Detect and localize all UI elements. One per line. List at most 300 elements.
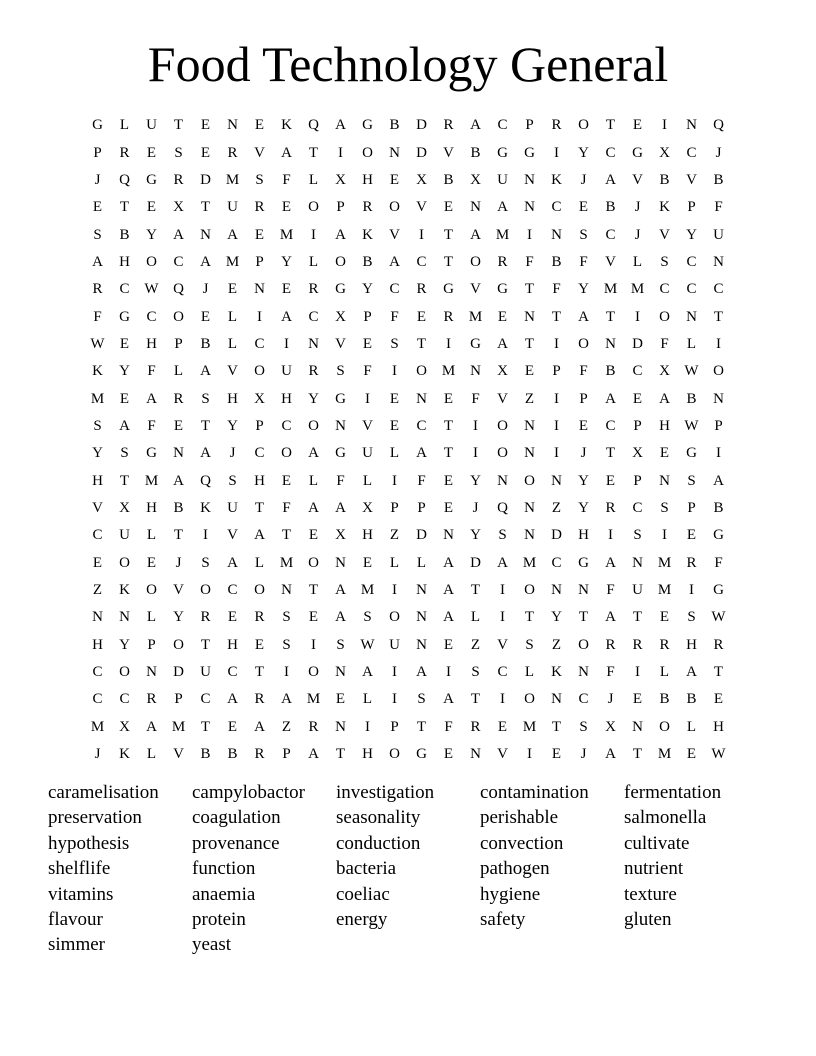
word-list-item: function [192, 858, 256, 880]
grid-letter: O [173, 308, 184, 325]
grid-letter: P [255, 417, 264, 434]
grid-letter: Z [524, 390, 535, 407]
grid-letter: F [714, 199, 723, 216]
grid-letter: T [605, 308, 616, 325]
grid-letter: P [390, 718, 399, 735]
grid-letter: A [335, 499, 346, 516]
grid-letter: N [524, 199, 535, 216]
grid-letter: M [279, 554, 294, 571]
grid-letter: D [416, 144, 427, 161]
grid-letter: R [605, 499, 616, 516]
grid-letter: E [227, 281, 238, 298]
grid-letter: N [200, 226, 211, 243]
grid-letter: X [605, 718, 616, 735]
grid-letter: I [500, 691, 505, 708]
grid-letter: N [524, 445, 535, 462]
grid-row [84, 577, 732, 604]
grid-letter: N [605, 335, 616, 352]
grid-letter: E [632, 691, 643, 708]
grid-letter: X [119, 718, 130, 735]
grid-letter: Z [389, 527, 400, 544]
grid-letter: I [608, 527, 613, 544]
grid-letter: Q [713, 117, 724, 134]
grid-letter: F [93, 308, 102, 325]
grid-letter: K [551, 171, 562, 188]
grid-letter: Y [470, 527, 481, 544]
grid-letter: T [470, 691, 481, 708]
grid-letter: H [227, 636, 238, 653]
grid-letter: R [254, 609, 265, 626]
grid-letter: P [174, 691, 183, 708]
grid-letter: C [227, 582, 238, 599]
grid-letter: M [306, 691, 321, 708]
grid-letter: J [202, 281, 209, 298]
grid-letter: E [443, 636, 454, 653]
grid-letter: R [497, 253, 508, 270]
grid-letter: R [308, 281, 319, 298]
grid-letter: R [119, 144, 130, 161]
grid-letter: S [336, 636, 345, 653]
grid-letter: A [443, 582, 454, 599]
grid-letter: N [497, 472, 508, 489]
grid-letter: K [362, 226, 373, 243]
grid-letter: N [686, 308, 697, 325]
grid-letter: J [634, 226, 641, 243]
grid-row [84, 741, 732, 768]
grid-letter: Y [470, 472, 481, 489]
grid-letter: A [659, 390, 670, 407]
grid-letter: G [362, 117, 373, 134]
grid-letter: J [175, 554, 182, 571]
grid-letter: P [687, 199, 696, 216]
grid-letter: E [254, 226, 265, 243]
grid-letter: M [522, 718, 537, 735]
grid-letter: O [659, 718, 670, 735]
grid-letter: A [173, 472, 184, 489]
grid-letter: T [605, 117, 616, 134]
grid-letter: N [308, 335, 319, 352]
grid-letter: Y [686, 226, 697, 243]
grid-letter: T [524, 335, 535, 352]
grid-letter: L [659, 664, 670, 681]
grid-letter: H [362, 171, 373, 188]
grid-letter: X [335, 171, 346, 188]
grid-letter: D [416, 527, 427, 544]
grid-letter: N [578, 664, 589, 681]
grid-letter: T [632, 609, 643, 626]
grid-letter: L [389, 554, 400, 571]
grid-letter: S [228, 472, 237, 489]
grid-letter: R [443, 308, 454, 325]
grid-letter: C [227, 664, 238, 681]
grid-letter: F [390, 308, 399, 325]
grid-letter: T [173, 117, 184, 134]
grid-letter: A [200, 363, 211, 380]
grid-letter: V [254, 144, 265, 161]
grid-letter: E [659, 609, 670, 626]
grid-letter: S [93, 417, 102, 434]
grid-letter: B [389, 117, 400, 134]
grid-letter: T [119, 199, 130, 216]
grid-letter: S [120, 445, 129, 462]
grid-letter: A [416, 664, 427, 681]
grid-letter: U [227, 499, 238, 516]
word-list-item: pathogen [480, 858, 550, 880]
grid-letter: G [146, 445, 157, 462]
grid-letter: N [443, 527, 454, 544]
grid-letter: R [632, 636, 643, 653]
grid-row [84, 632, 732, 659]
grid-letter: L [254, 554, 265, 571]
grid-letter: F [552, 281, 561, 298]
grid-letter: I [500, 609, 505, 626]
grid-letter: A [362, 664, 373, 681]
grid-letter: K [119, 746, 130, 763]
grid-letter: E [92, 554, 103, 571]
grid-letter: V [389, 226, 400, 243]
grid-letter: E [92, 199, 103, 216]
grid-letter: E [281, 472, 292, 489]
word-list-item: contamination [480, 782, 589, 803]
grid-letter: A [443, 554, 454, 571]
grid-letter: G [578, 554, 589, 571]
grid-letter: K [200, 499, 211, 516]
grid-letter: M [603, 281, 618, 298]
grid-letter: I [554, 390, 559, 407]
grid-letter: C [686, 144, 697, 161]
grid-row [84, 659, 732, 686]
grid-letter: V [227, 527, 238, 544]
grid-letter: I [365, 718, 370, 735]
grid-letter: E [227, 609, 238, 626]
word-list-item: energy [336, 909, 388, 931]
grid-letter: V [659, 226, 670, 243]
grid-letter: J [94, 171, 101, 188]
grid-letter: N [470, 363, 481, 380]
grid-letter: O [119, 554, 130, 571]
grid-letter: S [201, 554, 210, 571]
grid-letter: W [684, 363, 699, 380]
grid-letter: I [473, 417, 478, 434]
grid-letter: D [470, 554, 481, 571]
grid-letter: M [657, 746, 672, 763]
grid-letter: P [363, 308, 372, 325]
grid-letter: G [119, 308, 130, 325]
grid-letter: A [335, 226, 346, 243]
grid-letter: S [687, 472, 696, 489]
grid-letter: V [497, 390, 508, 407]
grid-letter: K [119, 582, 130, 599]
word-list-item: simmer [48, 934, 105, 956]
grid-letter: E [254, 117, 265, 134]
grid-letter: F [417, 472, 426, 489]
grid-letter: Q [497, 499, 508, 516]
grid-letter: Y [308, 390, 319, 407]
word-list-item: gluten [624, 909, 672, 931]
grid-letter: A [200, 445, 211, 462]
grid-letter: R [254, 746, 265, 763]
word-list-item: shelflife [48, 858, 111, 880]
grid-letter: I [527, 746, 532, 763]
grid-letter: T [605, 445, 616, 462]
grid-letter: T [200, 636, 211, 653]
grid-letter: F [363, 363, 372, 380]
grid-letter: I [554, 335, 559, 352]
grid-letter: O [578, 636, 589, 653]
grid-letter: T [632, 746, 643, 763]
grid-letter: P [633, 417, 642, 434]
grid-letter: X [362, 499, 373, 516]
grid-letter: I [554, 144, 559, 161]
grid-row [84, 385, 732, 412]
grid-letter: N [470, 746, 481, 763]
grid-row [84, 331, 732, 358]
grid-letter: E [362, 554, 373, 571]
grid-letter: C [173, 253, 184, 270]
grid-letter: I [311, 226, 316, 243]
grid-letter: A [227, 226, 238, 243]
grid-row [84, 413, 732, 440]
grid-letter: N [119, 609, 130, 626]
grid-letter: E [146, 554, 157, 571]
grid-letter: A [578, 308, 589, 325]
grid-letter: C [254, 445, 265, 462]
grid-letter: E [524, 363, 535, 380]
grid-letter: Y [119, 363, 130, 380]
grid-letter: E [416, 308, 427, 325]
grid-row [84, 139, 732, 166]
grid-letter: P [93, 144, 102, 161]
grid-letter: F [606, 664, 615, 681]
grid-letter: L [146, 746, 157, 763]
grid-letter: N [254, 281, 265, 298]
grid-letter: S [282, 636, 291, 653]
grid-letter: O [416, 363, 427, 380]
grid-letter: N [578, 582, 589, 599]
grid-letter: J [580, 171, 587, 188]
grid-letter: A [713, 472, 724, 489]
grid-letter: L [173, 363, 184, 380]
grid-letter: J [715, 144, 722, 161]
grid-letter: E [551, 746, 562, 763]
grid-letter: E [254, 636, 265, 653]
grid-letter: E [119, 335, 130, 352]
grid-letter: V [470, 281, 481, 298]
grid-letter: Y [92, 445, 103, 462]
grid-letter: F [660, 335, 669, 352]
grid-letter: O [308, 664, 319, 681]
grid-row [84, 276, 732, 303]
grid-letter: O [173, 636, 184, 653]
grid-letter: M [90, 390, 105, 407]
word-list-item: preservation [48, 807, 142, 829]
grid-letter: H [362, 746, 373, 763]
grid-letter: O [497, 417, 508, 434]
grid-letter: I [284, 664, 289, 681]
grid-letter: N [632, 718, 643, 735]
grid-letter: B [200, 746, 211, 763]
grid-letter: Q [308, 117, 319, 134]
grid-letter: O [362, 144, 373, 161]
grid-letter: A [308, 746, 319, 763]
grid-letter: C [416, 253, 427, 270]
grid-row [84, 221, 732, 248]
grid-letter: N [551, 691, 562, 708]
grid-letter: R [443, 117, 454, 134]
grid-letter: P [633, 472, 642, 489]
grid-letter: J [229, 445, 236, 462]
grid-letter: G [335, 281, 346, 298]
grid-row [84, 440, 732, 467]
grid-letter: A [200, 253, 211, 270]
grid-letter: R [605, 636, 616, 653]
grid-letter: E [632, 117, 643, 134]
grid-letter: N [524, 527, 535, 544]
grid-letter: T [578, 609, 589, 626]
grid-letter: J [580, 746, 587, 763]
grid-letter: B [173, 499, 184, 516]
grid-letter: A [281, 308, 292, 325]
grid-letter: N [416, 390, 427, 407]
grid-letter: Y [578, 499, 589, 516]
grid-letter: X [254, 390, 265, 407]
grid-letter: A [497, 199, 508, 216]
grid-letter: A [119, 417, 130, 434]
grid-letter: K [551, 664, 562, 681]
grid-letter: E [713, 691, 724, 708]
grid-row [84, 522, 732, 549]
grid-letter: L [227, 308, 238, 325]
grid-letter: E [632, 390, 643, 407]
grid-letter: N [335, 664, 346, 681]
grid-letter: E [389, 417, 400, 434]
grid-letter: X [497, 363, 508, 380]
grid-letter: C [659, 281, 670, 298]
grid-letter: A [605, 554, 616, 571]
grid-letter: C [281, 417, 292, 434]
grid-letter: E [497, 308, 508, 325]
word-list-item: seasonality [336, 807, 421, 829]
grid-letter: Q [173, 281, 184, 298]
grid-letter: I [311, 636, 316, 653]
grid-letter: U [713, 226, 724, 243]
word-list-item: fermentation [624, 782, 722, 803]
grid-letter: D [551, 527, 562, 544]
grid-letter: L [470, 609, 481, 626]
grid-letter: C [632, 363, 643, 380]
grid-letter: M [630, 281, 645, 298]
grid-row [84, 467, 732, 494]
word-list-item: convection [480, 832, 564, 854]
grid-letter: A [443, 609, 454, 626]
grid-letter: P [714, 417, 723, 434]
grid-letter: S [363, 609, 372, 626]
grid-letter: V [335, 335, 346, 352]
grid-letter: A [470, 117, 481, 134]
grid-letter: N [389, 144, 400, 161]
grid-letter: G [686, 445, 697, 462]
grid-letter: V [173, 746, 184, 763]
grid-letter: G [335, 390, 346, 407]
grid-letter: K [92, 363, 103, 380]
grid-letter: P [579, 390, 588, 407]
grid-letter: N [173, 445, 184, 462]
grid-letter: F [606, 582, 615, 599]
grid-letter: R [308, 363, 319, 380]
word-list-item: protein [192, 909, 246, 931]
grid-letter: B [119, 226, 130, 243]
grid-row [84, 495, 732, 522]
grid-letter: F [579, 363, 588, 380]
grid-letter: N [524, 499, 535, 516]
grid-letter: N [551, 472, 562, 489]
grid-letter: O [497, 445, 508, 462]
grid-letter: M [225, 253, 240, 270]
grid-letter: N [416, 582, 427, 599]
grid-letter: R [362, 199, 373, 216]
grid-letter: C [632, 499, 643, 516]
grid-row [84, 686, 732, 713]
grid-letter: P [552, 363, 561, 380]
grid-letter: X [416, 171, 427, 188]
grid-letter: N [227, 117, 238, 134]
grid-letter: X [632, 445, 643, 462]
grid-letter: O [389, 609, 400, 626]
grid-letter: R [416, 281, 427, 298]
grid-letter: L [119, 117, 130, 134]
word-list [48, 780, 768, 958]
grid-letter: N [686, 117, 697, 134]
grid-letter: A [497, 335, 508, 352]
grid-letter: O [146, 253, 157, 270]
grid-letter: T [713, 664, 724, 681]
grid-letter: T [173, 527, 184, 544]
grid-letter: E [443, 199, 454, 216]
grid-letter: O [308, 199, 319, 216]
grid-letter: M [171, 718, 186, 735]
grid-letter: Z [92, 582, 103, 599]
grid-letter: A [470, 226, 481, 243]
grid-letter: U [200, 664, 211, 681]
word-list-item: conduction [336, 832, 421, 854]
grid-letter: V [497, 746, 508, 763]
grid-letter: O [254, 363, 265, 380]
grid-row [84, 249, 732, 276]
word-list-item: campylobactor [192, 782, 305, 803]
grid-letter: C [146, 308, 157, 325]
grid-letter: H [119, 253, 130, 270]
grid-letter: I [554, 445, 559, 462]
grid-letter: G [632, 144, 643, 161]
grid-letter: N [470, 199, 481, 216]
grid-letter: M [279, 226, 294, 243]
grid-letter: Z [551, 499, 562, 516]
grid-letter: E [686, 746, 697, 763]
grid-letter: G [335, 445, 346, 462]
grid-letter: R [470, 718, 481, 735]
grid-letter: O [308, 417, 319, 434]
grid-letter: F [282, 499, 291, 516]
word-list-item: texture [624, 883, 677, 905]
grid-letter: G [416, 746, 427, 763]
grid-letter: S [471, 664, 480, 681]
grid-letter: T [200, 718, 211, 735]
grid-letter: T [443, 417, 454, 434]
grid-letter: S [93, 226, 102, 243]
grid-letter: F [336, 472, 345, 489]
grid-letter: Y [281, 253, 292, 270]
grid-letter: P [687, 499, 696, 516]
